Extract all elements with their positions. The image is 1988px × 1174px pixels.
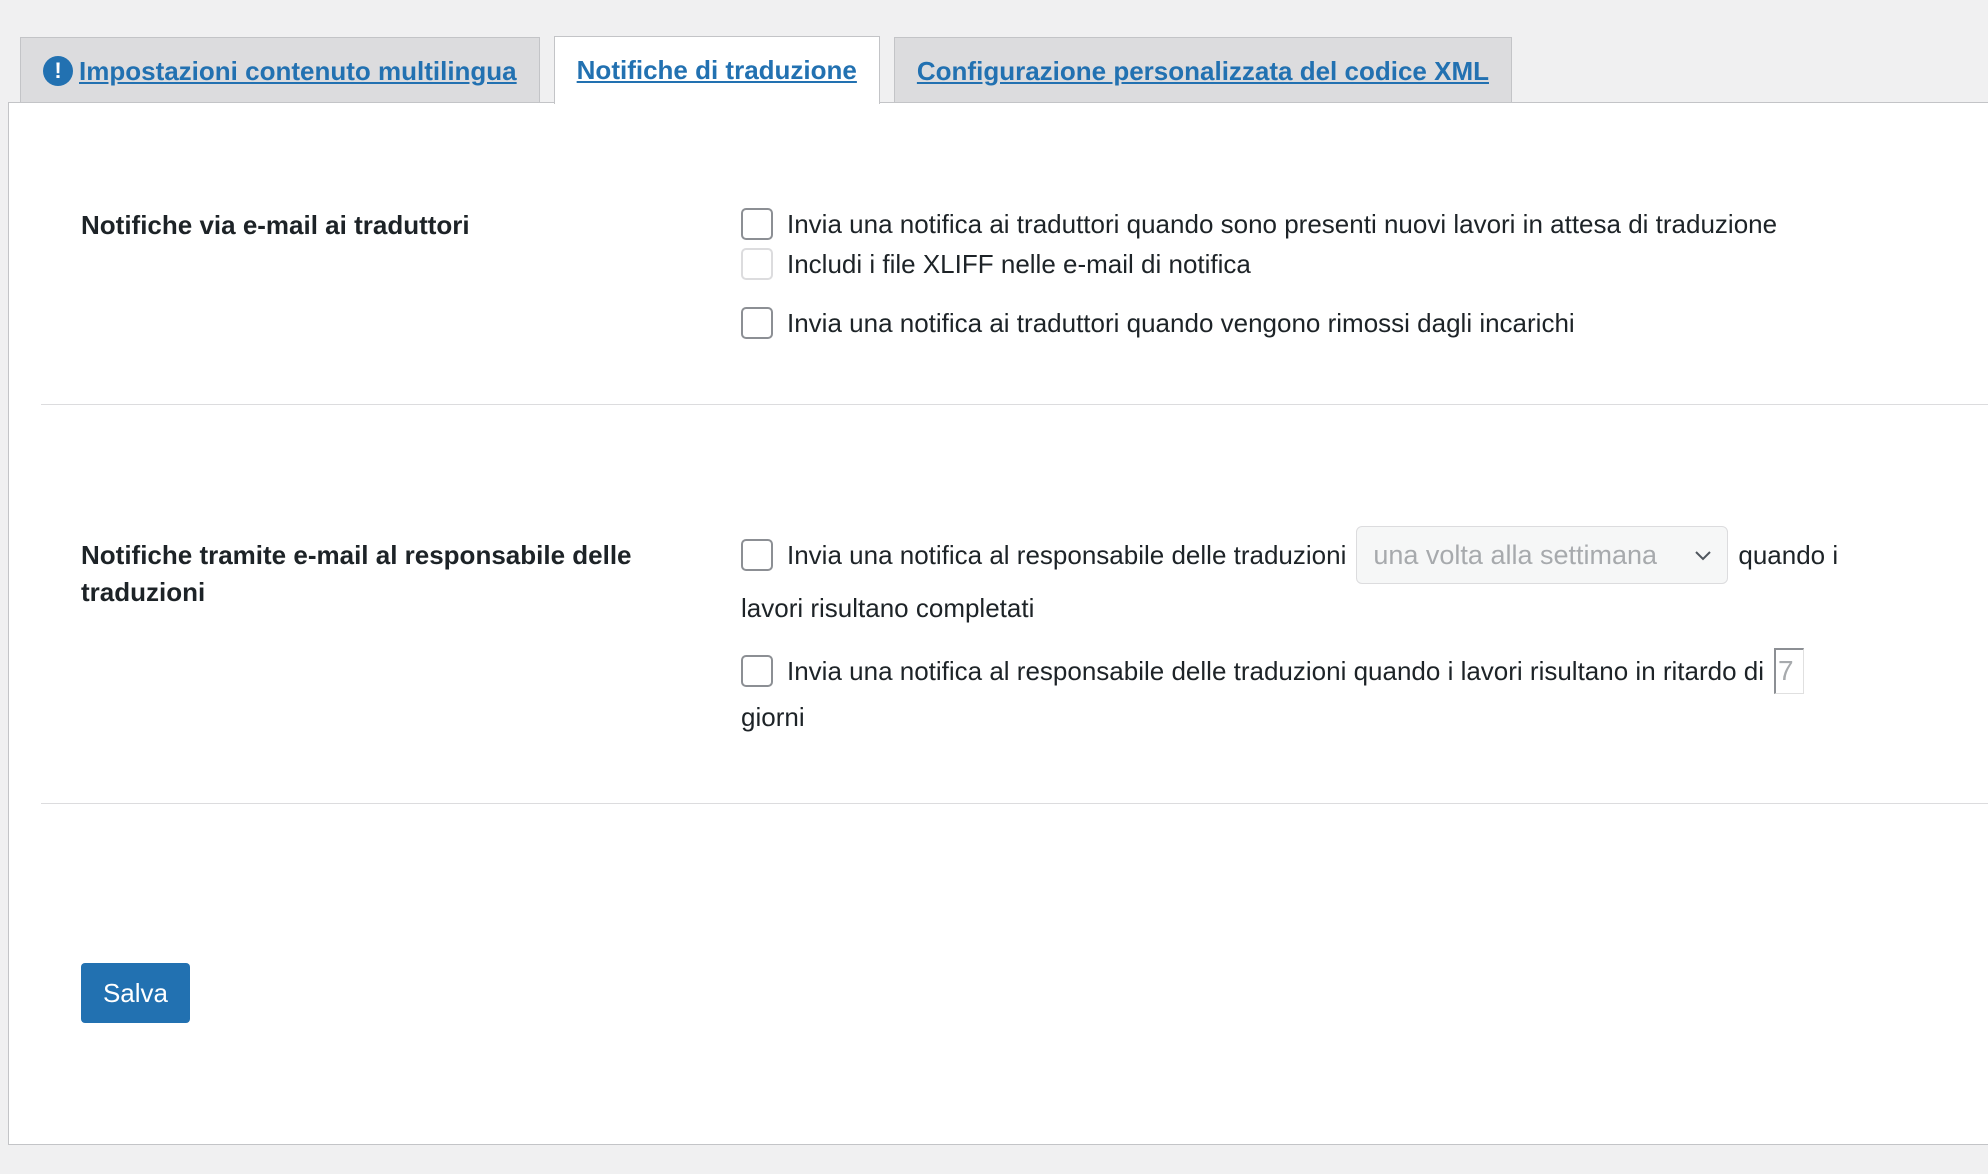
info-alert-icon: !: [43, 56, 73, 86]
tab-multilingual-content-settings[interactable]: [20, 37, 540, 104]
notification-frequency-select[interactable]: [1356, 526, 1728, 584]
notify-manager-completed-checkbox[interactable]: [741, 539, 773, 571]
notify-translators-removed-checkbox[interactable]: [741, 307, 773, 339]
option-label-continuation: giorni: [741, 702, 805, 732]
option-label: Invia una notifica ai traduttori quando vengono rimossi dagli incarichi: [787, 308, 1575, 338]
include-xliff-checkbox: [741, 248, 773, 280]
tab-translation-notifications[interactable]: [554, 36, 880, 104]
option-label: Includi i file XLIFF nelle e-mail di notifica: [787, 249, 1251, 279]
section-divider: [41, 404, 1988, 405]
option-label: Invia una notifica al responsabile delle traduzioni: [787, 540, 1347, 570]
select-value: una volta alla settimana: [1373, 540, 1658, 570]
option-label: Invia una notifica al responsabile delle traduzioni quando i lavori risultano in ritardo di: [787, 656, 1765, 686]
notify-translators-new-jobs-checkbox[interactable]: [741, 208, 773, 240]
notify-translators-removed-option[interactable]: [741, 302, 1575, 344]
section-divider: [41, 803, 1988, 804]
tab-label: Notifiche di traduzione: [576, 55, 857, 85]
tab-label: Configurazione personalizzata del codice XML: [916, 55, 1489, 86]
notify-manager-completed-option[interactable]: [741, 526, 1838, 584]
option-label-continuation: lavori risultano completati: [741, 593, 1035, 623]
save-button[interactable]: Salva: [81, 963, 190, 1023]
include-xliff-option: [741, 243, 1251, 285]
notify-translators-new-jobs-option[interactable]: [741, 203, 1777, 245]
late-days-input[interactable]: 7: [1774, 648, 1804, 694]
translators-email-section-title: Notifiche via e-mail ai traduttori: [81, 210, 470, 240]
manager-email-section-title: Notifiche tramite e-mail al responsabile delle traduzioni: [81, 540, 632, 607]
option-label-suffix: quando i: [1738, 540, 1839, 570]
chevron-down-icon: [1693, 545, 1713, 565]
tab-label: Impostazioni contenuto multilingua: [79, 55, 517, 86]
notify-manager-late-checkbox[interactable]: [741, 655, 773, 687]
notify-manager-late-option[interactable]: [741, 648, 1804, 694]
notifications-panel: [8, 102, 1988, 1145]
option-label: Invia una notifica ai traduttori quando sono presenti nuovi lavori in attesa di traduzione: [787, 209, 1778, 239]
tab-custom-xml-configuration[interactable]: [894, 37, 1512, 104]
settings-tabs: [20, 36, 1512, 104]
